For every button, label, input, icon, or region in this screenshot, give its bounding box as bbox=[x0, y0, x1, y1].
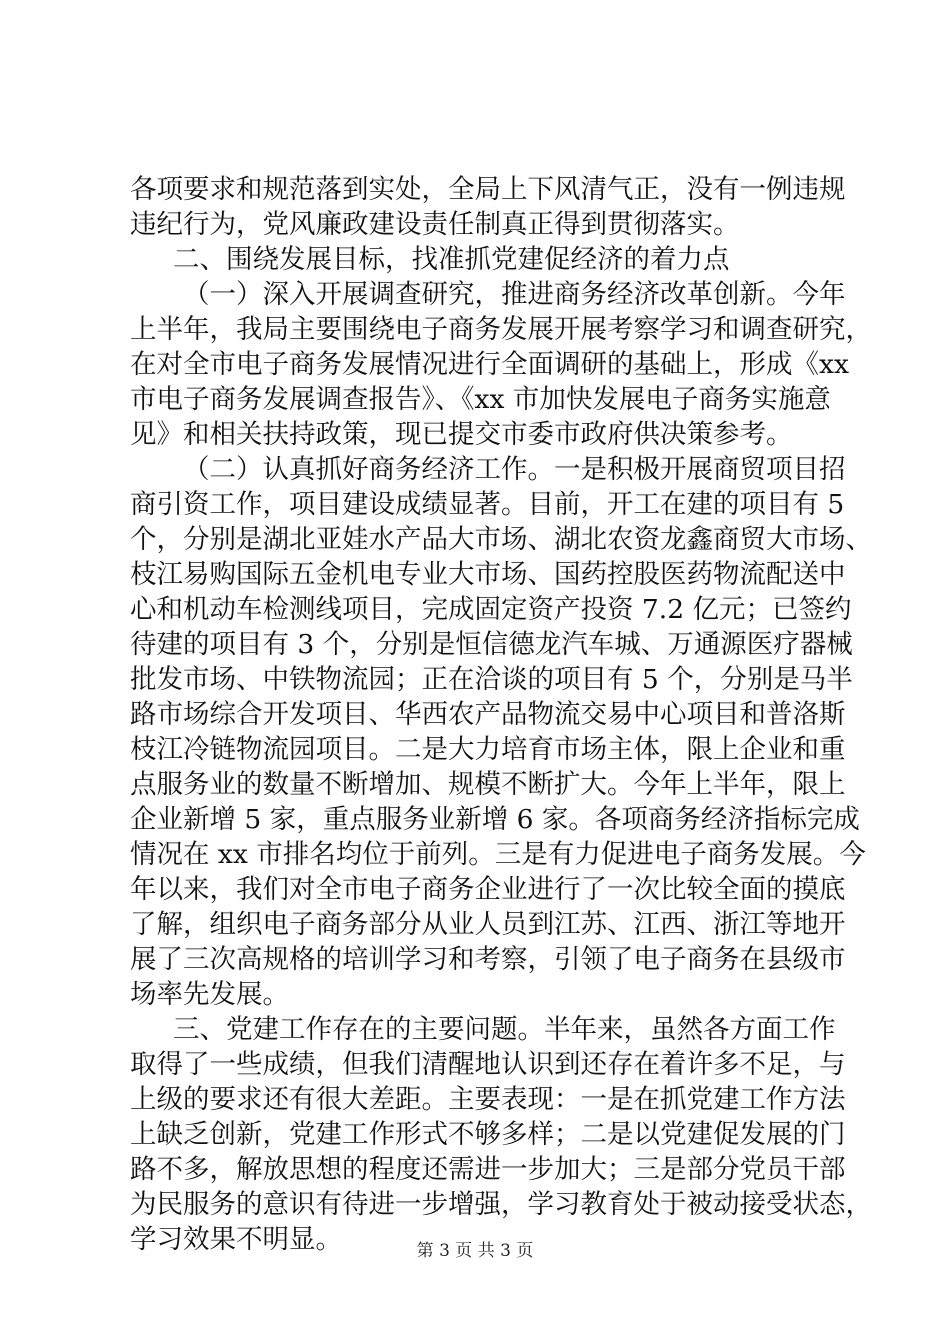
document-body bbox=[130, 172, 872, 1257]
text-line: 商引资工作，项目建设成绩显著。目前，开工在建的项目有 5 bbox=[130, 489, 845, 520]
text-line: 各项要求和规范落到实处，全局上下风清气正，没有一例违规 bbox=[130, 174, 846, 205]
text-line: 上半年，我局主要围绕电子商务发展开展考察学习和调查研究， bbox=[130, 314, 872, 345]
paragraph-start: （一）深入开展调查研究，推进商务经济改革创新。今年 bbox=[183, 279, 846, 310]
text-line: 学习效果不明显。 bbox=[130, 1224, 342, 1255]
text-line: 年以来，我们对全市电子商务企业进行了一次比较全面的摸底 bbox=[130, 874, 846, 905]
text-line: 了解，组织电子商务部分从业人员到江苏、江西、浙江等地开 bbox=[130, 909, 846, 940]
text-line: 取得了一些成绩，但我们清醒地认识到还存在着许多不足，与 bbox=[130, 1049, 846, 1080]
text-line: 展了三次高规格的培训学习和考察，引领了电子商务在县级市 bbox=[130, 944, 846, 975]
text-line: 违纪行为，党风廉政建设责任制真正得到贯彻落实。 bbox=[130, 209, 740, 240]
text-line: 待建的项目有 3 个，分别是恒信德龙汽车城、万通源医疗器械 bbox=[130, 629, 853, 660]
text-line: 见》和相关扶持政策，现已提交市委市政府供决策参考。 bbox=[130, 419, 793, 450]
text-line: 上级的要求还有很大差距。主要表现：一是在抓党建工作方法 bbox=[130, 1084, 846, 1115]
text-line: 枝江易购国际五金机电专业大市场、国药控股医药物流配送中 bbox=[130, 559, 846, 590]
page-number-footer: 第 3 页 共 3 页 bbox=[416, 1241, 534, 1261]
section-heading: 二、围绕发展目标，找准抓党建促经济的着力点 bbox=[173, 244, 730, 275]
text-line: 在对全市电子商务发展情况进行全面调研的基础上，形成《xx bbox=[130, 349, 849, 380]
paragraph-start: （二）认真抓好商务经济工作。一是积极开展商贸项目招 bbox=[183, 454, 846, 485]
text-line: 个，分别是湖北亚娃水产品大市场、湖北农资龙鑫商贸大市场、 bbox=[130, 524, 872, 555]
text-line: 路不多，解放思想的程度还需进一步加大；三是部分党员干部 bbox=[130, 1154, 846, 1185]
text-line: 枝江冷链物流园项目。二是大力培育市场主体，限上企业和重 bbox=[130, 734, 846, 765]
text-line: 路市场综合开发项目、华西农产品物流交易中心项目和普洛斯 bbox=[130, 699, 846, 730]
text-line: 批发市场、中铁物流园；正在洽谈的项目有 5 个，分别是马半 bbox=[130, 664, 853, 695]
text-line: 企业新增 5 家，重点服务业新增 6 家。各项商务经济指标完成 bbox=[130, 804, 860, 835]
text-line: 市电子商务发展调查报告》、《xx 市加快发展电子商务实施意 bbox=[130, 384, 831, 415]
text-line: 点服务业的数量不断增加、规模不断扩大。今年上半年，限上 bbox=[130, 769, 846, 800]
text-line: 为民服务的意识有待进一步增强，学习教育处于被动接受状态， bbox=[130, 1189, 872, 1220]
text-line: 上缺乏创新，党建工作形式不够多样；二是以党建促发展的门 bbox=[130, 1119, 846, 1150]
text-line: 场率先发展。 bbox=[130, 979, 289, 1010]
text-line: 情况在 xx 市排名均位于前列。三是有力促进电子商务发展。今 bbox=[130, 839, 866, 870]
text-line: 心和机动车检测线项目，完成固定资产投资 7.2 亿元；已签约 bbox=[130, 594, 852, 625]
paragraph-start: 三、党建工作存在的主要问题。半年来，虽然各方面工作 bbox=[173, 1014, 836, 1045]
